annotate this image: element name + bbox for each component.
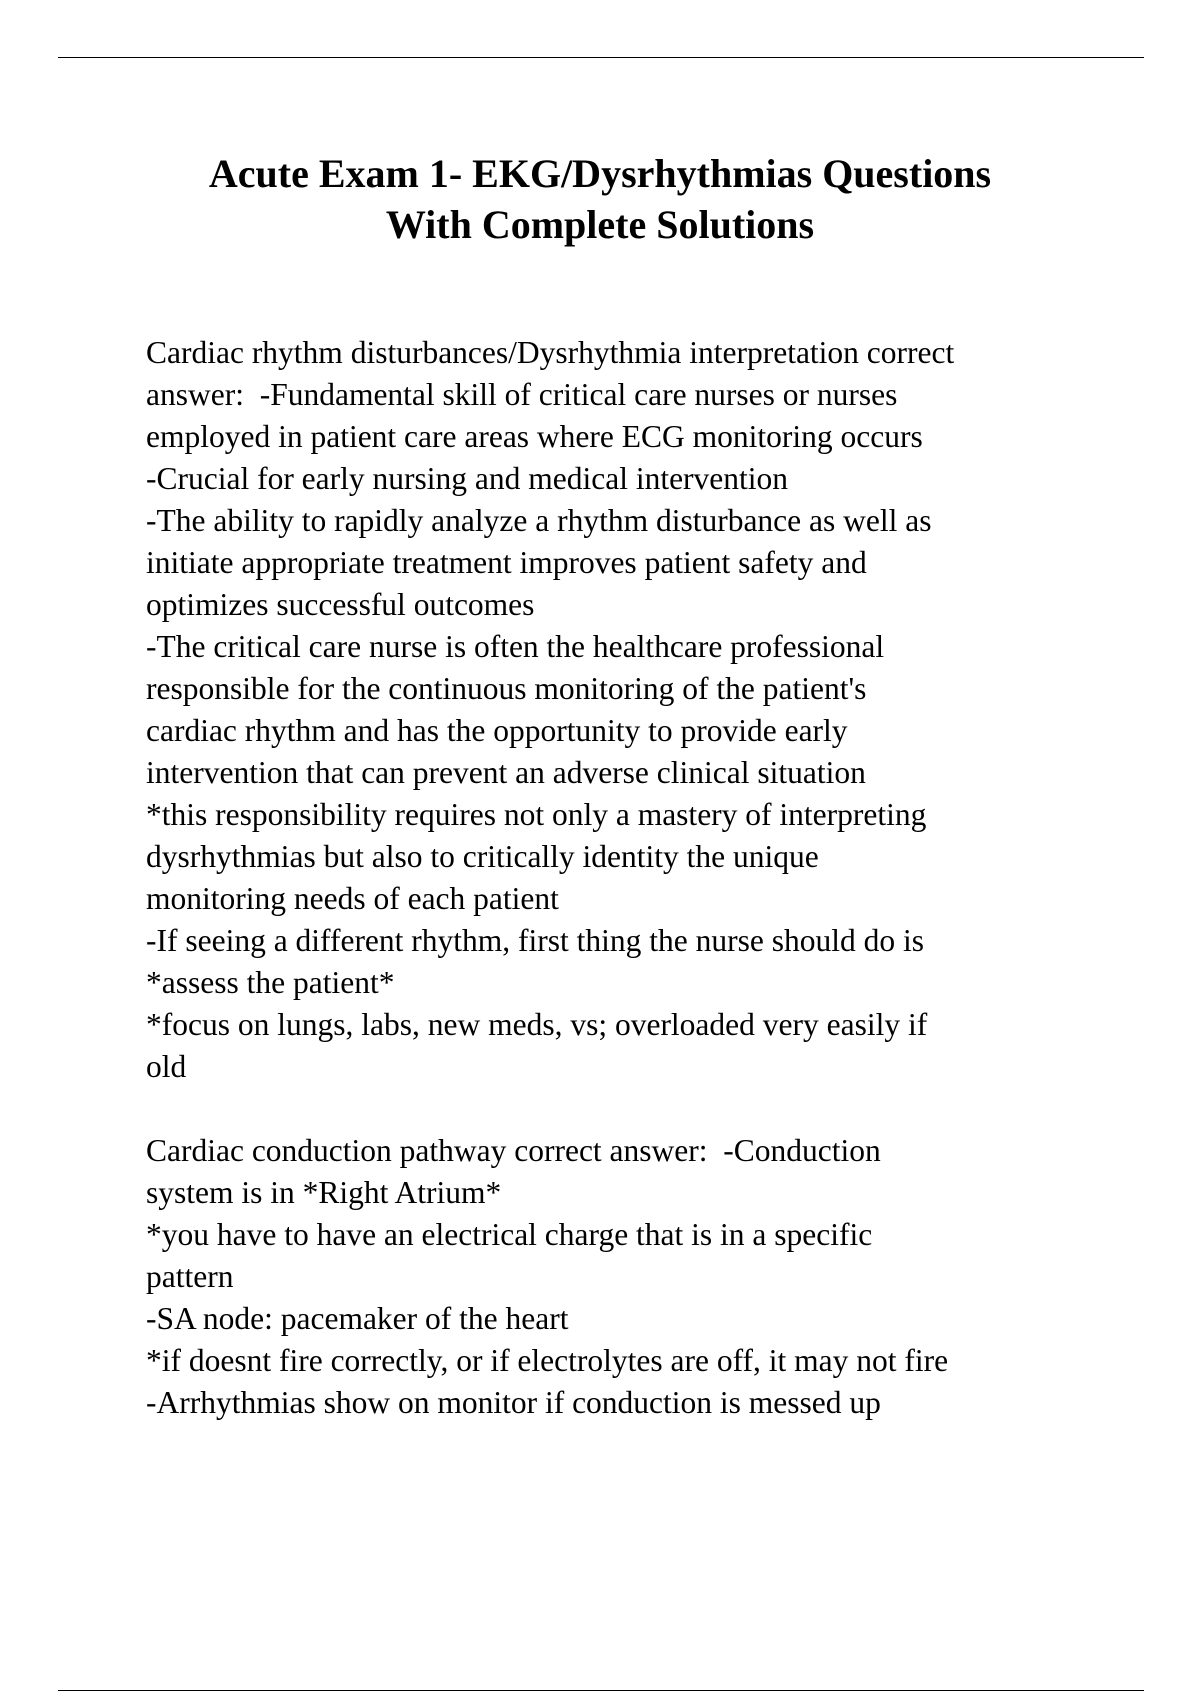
body-line: old <box>146 1049 187 1084</box>
body-line: -Crucial for early nursing and medical intervention <box>146 461 789 496</box>
body-line: *if doesnt fire correctly, or if electrolytes are off, it may not fire <box>146 1343 949 1378</box>
body-line: *you have to have an electrical charge that is in a specific <box>146 1217 873 1252</box>
body-line: dysrhythmias but also to critically identity the unique <box>146 839 819 874</box>
body-line: -If seeing a different rhythm, first thing the nurse should do is <box>146 923 925 958</box>
body-line: employed in patient care areas where ECG monitoring occurs <box>146 419 923 454</box>
document-title <box>100 148 1100 250</box>
body-line: responsible for the continuous monitoring of the patient's <box>146 671 867 706</box>
section-rhythm-interpretation <box>146 332 1146 1088</box>
body-line: -SA node: pacemaker of the heart <box>146 1301 569 1336</box>
body-line: intervention that can prevent an adverse clinical situation <box>146 755 866 790</box>
body-line: -The critical care nurse is often the healthcare professional <box>146 629 885 664</box>
body-line: Cardiac conduction pathway correct answer: -Conduction <box>146 1133 881 1168</box>
title-line-2: With Complete Solutions <box>385 202 815 247</box>
body-line: answer: -Fundamental skill of critical care nurses or nurses <box>146 377 898 412</box>
body-line: initiate appropriate treatment improves patient safety and <box>146 545 867 580</box>
body-line: -The ability to rapidly analyze a rhythm disturbance as well as <box>146 503 932 538</box>
body-line: cardiac rhythm and has the opportunity to provide early <box>146 713 848 748</box>
body-line: *focus on lungs, labs, new meds, vs; overloaded very easily if <box>146 1007 928 1042</box>
body-line: optimizes successful outcomes <box>146 587 535 622</box>
title-line-1: Acute Exam 1- EKG/Dysrhythmias Questions <box>208 151 992 196</box>
body-line: Cardiac rhythm disturbances/Dysrhythmia interpretation correct <box>146 335 955 370</box>
top-rule <box>58 57 1144 58</box>
section-conduction-pathway <box>146 1130 1146 1424</box>
body-line: pattern <box>146 1259 234 1294</box>
body-line: system is in *Right Atrium* <box>146 1175 502 1210</box>
body-line: -Arrhythmias show on monitor if conduction is messed up <box>146 1385 881 1420</box>
body-line: *this responsibility requires not only a mastery of interpreting <box>146 797 927 832</box>
body-line: *assess the patient* <box>146 965 395 1000</box>
body-line: monitoring needs of each patient <box>146 881 559 916</box>
bottom-rule <box>58 1690 1144 1691</box>
document-body <box>146 332 1146 1424</box>
